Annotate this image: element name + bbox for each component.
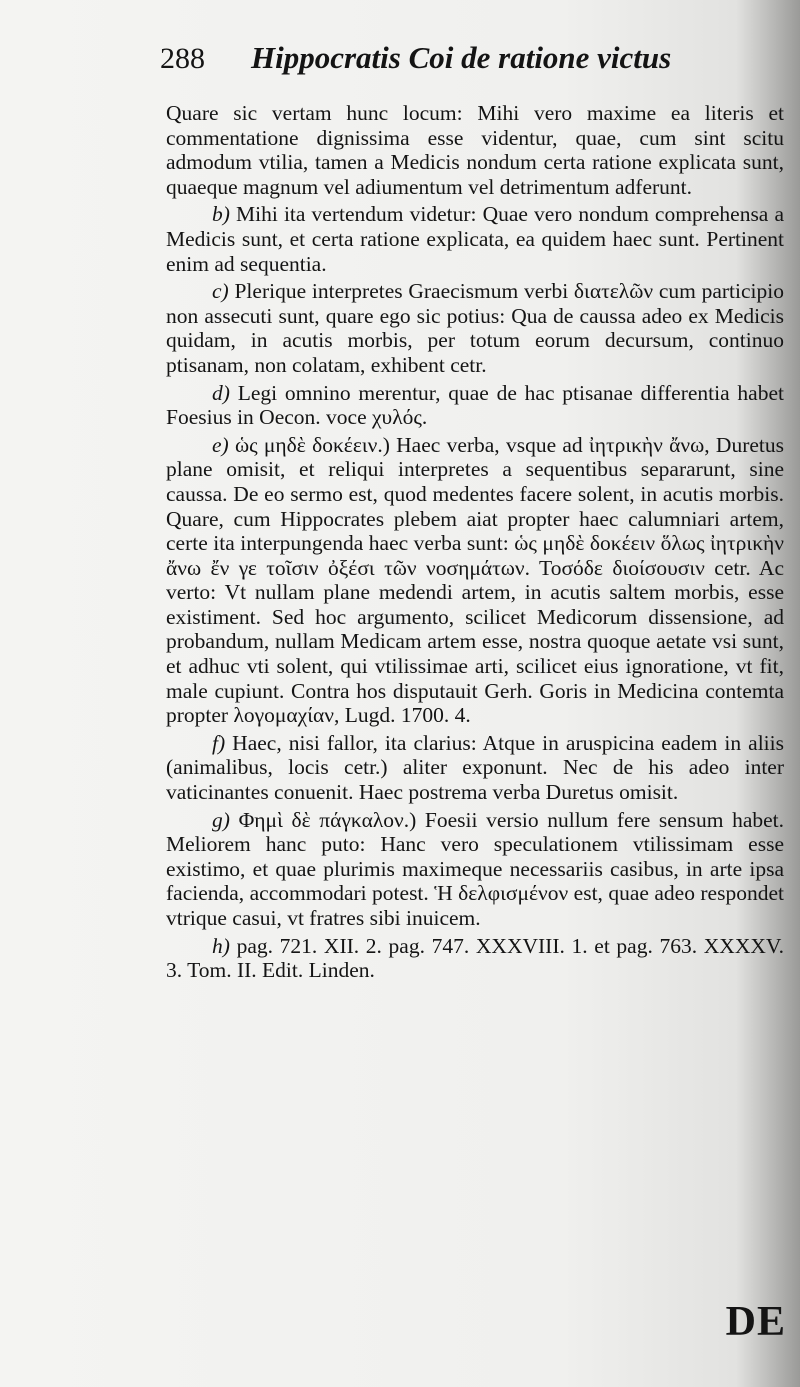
footnote-label: b) <box>212 202 230 227</box>
footnote-c <box>166 279 784 377</box>
footnote-text: Haec, nisi fallor, ita clarius: Atque in aruspicina eadem in aliis (animalibus, locis cetr.) aliter exponunt. Nec de his adeo inter vaticinantes conuenit. Haec postrema verba Duretus omisit. <box>166 730 784 805</box>
footnote-text: Plerique interpretes Graecismum verbi διατελῶν cum participio non assecuti sunt, quare ego sic potius: Qua de caussa adeo ex Medicis quidam, in acutis morbis, per totum eorum decursum, continuo ptisanam, non colatam, exhibent cetr. <box>166 279 784 377</box>
footnote-label: c) <box>212 279 229 304</box>
footnote-h <box>166 934 784 983</box>
footnote-label: e) <box>212 432 229 457</box>
footnote-g <box>166 808 784 931</box>
catchword: DE <box>725 1299 786 1345</box>
footnote-label: g) <box>212 807 230 832</box>
footnote-text: ὡς μηδὲ δοκέειν.) Haec verba, vsque ad ἰητρικὴν ἄνω, Duretus plane omisit, et reliqui interpretes a sequentibus separarunt, sine caussa. De eo sermo est, quod medentes facere solent, in acutis morbis. Quare, cum Hippocrates plebem aiat propter haec calumniari artem, certe ita interpungenda haec verba sunt: ὡς μηδὲ δοκέειν ὅλως ἰητρικὴν ἄνω ἔν γε τοῖσιν ὀξέσι τῶν νοσημάτων. Τοσόδε διοίσουσιν cetr. Ac verto: Vt nullam plane medendi artem, in acutis saltem morbis, esse existiment. Sed hoc argumento, scilicet Medicorum dissensione, ad probandum, nullam Medicam artem esse, nostra quoque aetate vsi sunt, et adhuc vti solent, qui vtilissimae arti, scilicet eius ignoratione, vt fit, male cupiunt. Contra hos disputauit Gerh. Goris in Medicina contemta propter λογομαχίαν, Lugd. 1700. 4. <box>166 432 784 728</box>
footnote-text: Mihi ita vertendum videtur: Quae vero nondum comprehensa a Medicis sunt, et certa ratione explicata, ea quidem haec sunt. Pertinent enim ad sequentia. <box>166 202 784 276</box>
running-title: Hippocratis Coi de ratione victus <box>251 40 672 75</box>
footnote-label: d) <box>212 380 230 405</box>
footnote-b <box>166 202 784 276</box>
page-number: 288 <box>160 42 205 75</box>
footnote-e <box>166 433 784 728</box>
footnote-continuation <box>166 101 784 199</box>
footnote-d <box>166 381 784 430</box>
footnote-text: Legi omnino merentur, quae de hac ptisanae differentia habet Foesius in Oecon. voce χυλός. <box>166 380 784 430</box>
footnote-text: pag. 721. XII. 2. pag. 747. XXXVIII. 1. et pag. 763. XXXXV. 3. Tom. II. Edit. Linden. <box>166 933 785 983</box>
footnote-label: h) <box>212 933 230 958</box>
page-header <box>160 40 760 96</box>
footnote-text: Φημὶ δὲ πάγκαλον.) Foesii versio nullum fere sensum habet. Meliorem hanc puto: Hanc vero speculationem vtilissimam esse existimo, et quae plurimis maximeque necessariis casibus, in arte ipsa facienda, accommodari potest. Ἡ δελφισμένον est, quae adeo respondet vtrique casui, vt fratres sibi inuicem. <box>166 807 784 930</box>
footnote-f <box>166 731 784 805</box>
footnote-text: Quare sic vertam hunc locum: Mihi vero maxime ea literis et commentatione dignissima esse videntur, quae, cum sint scitu admodum vtilia, tamen a Medicis nondum certa ratione explicata sunt, quaeque magnum vel adiumentum vel detrimentum adferunt. <box>166 101 784 199</box>
footnotes-block <box>166 101 784 986</box>
footnote-label: f) <box>212 730 226 755</box>
